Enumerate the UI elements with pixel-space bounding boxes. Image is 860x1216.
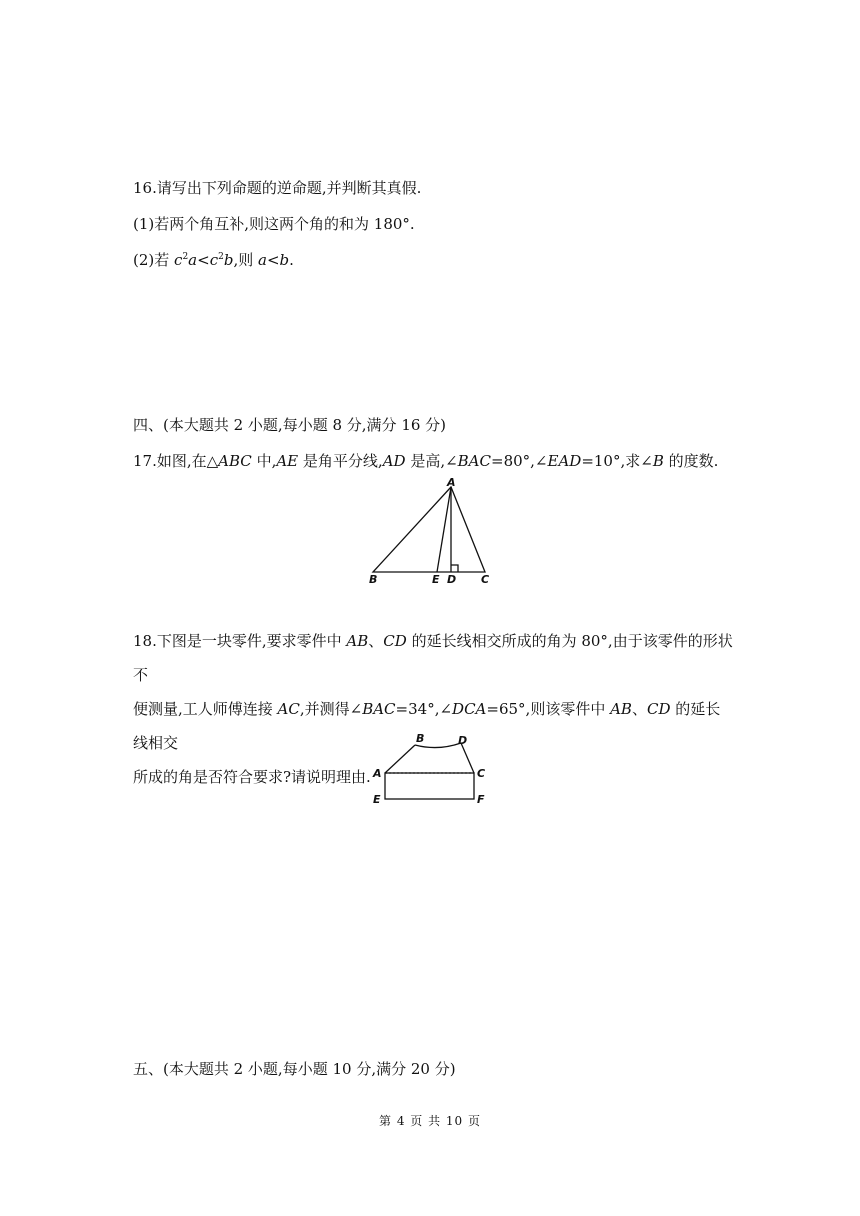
q18-line-1: 18.下图是一块零件,要求零件中 AB、CD 的延长线相交所成的角为 80°,由于该零件的形状不 (133, 632, 733, 684)
label-c: C (477, 767, 486, 780)
label-b: B (416, 732, 425, 745)
label-e: E (373, 793, 381, 806)
segment-ab (385, 745, 415, 773)
q16-part1: (1)若两个角互补,则这两个角的和为 180°. (133, 215, 415, 233)
section-4-heading: 四、(本大题共 2 小题,每小题 8 分,满分 16 分) (133, 416, 447, 434)
label-f: F (477, 793, 485, 806)
q17-text: 17.如图,在△ABC 中,AE 是角平分线,AD 是高,∠BAC=80°,∠EAD=10°,求∠B 的度数. (133, 452, 719, 470)
label-e: E (432, 573, 440, 586)
page-footer: 第 4 页 共 10 页 (379, 1114, 481, 1128)
q18-line-2: 便测量,工人师傅连接 AC,并测得∠BAC=34°,∠DCA=65°,则该零件中 AB、CD 的延长线相交 (133, 700, 721, 752)
label-c: C (481, 573, 490, 586)
segment-dc (461, 743, 474, 773)
q17-triangle-figure (360, 474, 500, 590)
triangle-abc (373, 487, 485, 572)
label-d: D (458, 734, 468, 747)
label-b: B (369, 573, 378, 586)
right-angle-mark (451, 565, 458, 572)
rect-acfe (385, 773, 474, 799)
q16-part2: (2)若 $c^2a<c^2b$,则 a<b. (133, 251, 294, 269)
label-a: A (373, 767, 382, 780)
section-5-heading: 五、(本大题共 2 小题,每小题 10 分,满分 20 分) (133, 1060, 456, 1078)
q16-stem: 16.请写出下列命题的逆命题,并判断其真假. (133, 179, 422, 197)
label-a: A (447, 476, 456, 489)
q18-part-figure (366, 728, 496, 806)
label-d: D (447, 573, 457, 586)
q18-line-3: 所成的角是否符合要求?请说明理由. (133, 768, 371, 786)
